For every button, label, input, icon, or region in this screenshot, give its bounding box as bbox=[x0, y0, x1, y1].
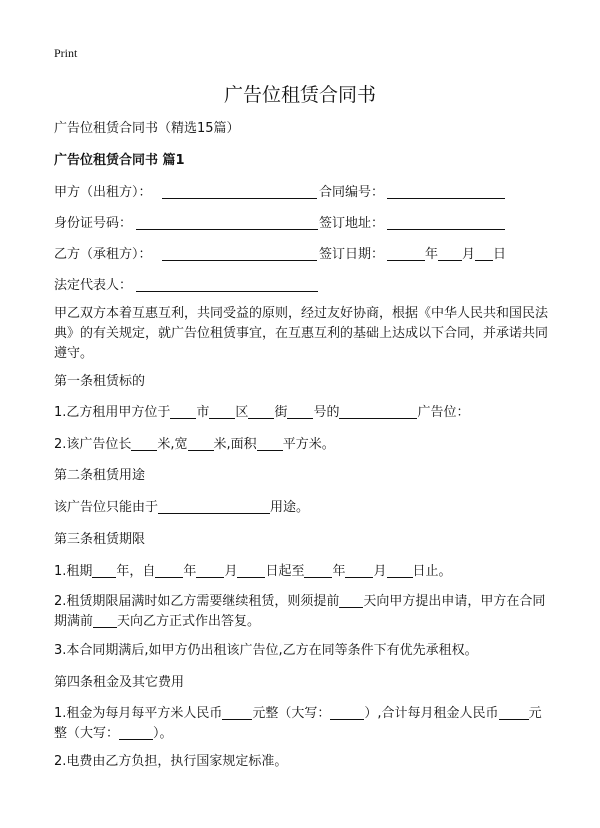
location-blank bbox=[339, 404, 417, 419]
term-years-blank bbox=[92, 563, 116, 578]
article-1-clause-1 bbox=[54, 402, 550, 423]
length-blank bbox=[131, 436, 157, 451]
contract-no-label: 合同编号： bbox=[319, 185, 385, 200]
clause-text: 街 bbox=[274, 405, 288, 420]
contract-no-blank bbox=[387, 184, 505, 199]
field-row-id bbox=[54, 212, 550, 233]
lessee-blank bbox=[162, 246, 317, 261]
clause-text: 年 bbox=[332, 564, 346, 579]
sign-place-label: 签订地址： bbox=[319, 216, 385, 231]
end-month-blank bbox=[345, 563, 373, 578]
print-link[interactable]: Print bbox=[54, 46, 78, 60]
clause-text: 月 bbox=[373, 564, 387, 579]
district-blank bbox=[209, 404, 235, 419]
article-4-heading: 第四条租金及其它费用 bbox=[54, 675, 185, 690]
field-row-legal-rep bbox=[54, 274, 550, 295]
clause-text: 2.租赁期限届满时如乙方需要继续租赁，则须提前 bbox=[54, 594, 340, 609]
article-3-heading: 第三条租赁期限 bbox=[54, 532, 146, 547]
lessor-label: 甲方（出租方）： bbox=[54, 185, 152, 200]
field-row-lessor bbox=[54, 181, 550, 202]
start-day-blank bbox=[237, 563, 265, 578]
sign-month-blank bbox=[438, 246, 462, 261]
clause-text: 月 bbox=[224, 564, 238, 579]
clause-text: 年 bbox=[183, 564, 197, 579]
article-3-clause-1 bbox=[54, 561, 550, 582]
lessor-blank bbox=[162, 184, 317, 199]
field-row-lessee bbox=[54, 243, 550, 264]
sign-day-label: 日 bbox=[493, 247, 507, 262]
article-2-heading: 第二条租赁用途 bbox=[54, 468, 146, 483]
clause-text: 天向甲方提出申请，甲方在合同期满前 bbox=[54, 594, 546, 629]
clause-text: 元整（大写： bbox=[54, 706, 542, 741]
section-heading: 广告位租赁合同书 篇1 bbox=[54, 153, 185, 168]
clause-text: 平方米。 bbox=[282, 437, 335, 452]
end-year-blank bbox=[304, 563, 332, 578]
renew-notice-blank bbox=[339, 593, 363, 608]
document-title: 广告位租赁合同书 bbox=[223, 84, 376, 106]
legal-rep-blank bbox=[136, 277, 318, 292]
reply-days-blank bbox=[93, 613, 117, 628]
clause-text: 1.租金为每月每平方米人民币 bbox=[54, 706, 223, 721]
article-1-heading: 第一条租赁标的 bbox=[54, 374, 146, 389]
clause-text: 年，自 bbox=[116, 564, 156, 579]
clause-text: 1.租期 bbox=[54, 564, 93, 579]
area-blank bbox=[257, 436, 283, 451]
id-no-label: 身份证号码： bbox=[54, 216, 133, 231]
clause-text: 日止。 bbox=[412, 564, 452, 579]
clause-text: 米,面积 bbox=[213, 437, 257, 452]
clause-text: 区 bbox=[235, 405, 249, 420]
document-subtitle: 广告位租赁合同书（精选15篇） bbox=[54, 121, 240, 136]
clause-text: 市 bbox=[196, 405, 210, 420]
clause-text: 用途。 bbox=[270, 500, 310, 515]
start-year-blank bbox=[155, 563, 183, 578]
lessee-label: 乙方（承租方）： bbox=[54, 247, 152, 262]
article-1-clause-2 bbox=[54, 434, 550, 455]
number-blank bbox=[287, 404, 313, 419]
sign-day-blank bbox=[475, 246, 493, 261]
sign-month-label: 月 bbox=[462, 247, 476, 262]
rent-per-sqm-words-blank bbox=[330, 705, 364, 720]
clause-text: 元整（大写： bbox=[252, 706, 331, 721]
article-4-clause-1 bbox=[54, 704, 550, 744]
sign-year-blank bbox=[387, 246, 425, 261]
clause-text: 天向乙方正式作出答复。 bbox=[117, 614, 261, 629]
clause-text: 米,宽 bbox=[157, 437, 188, 452]
clause-text: 2.该广告位长 bbox=[54, 437, 132, 452]
start-month-blank bbox=[196, 563, 224, 578]
sign-place-blank bbox=[387, 215, 505, 230]
article-3-clause-2 bbox=[54, 592, 550, 632]
purpose-blank bbox=[158, 499, 270, 514]
city-blank bbox=[170, 404, 196, 419]
legal-rep-label: 法定代表人： bbox=[54, 278, 133, 293]
clause-text: 广告位： bbox=[417, 405, 470, 420]
article-4-clause-2: 2.电费由乙方负担，执行国家规定标准。 bbox=[54, 754, 288, 769]
sign-year-label: 年 bbox=[425, 247, 439, 262]
intro-paragraph: 甲乙双方本着互惠互利，共同受益的原则，经过友好协商，根据《中华人民共和国民法典》的有关规定，就广告位租赁事宜，在互惠互利的基础上达成以下合同，并承诺共同遵守。 bbox=[54, 306, 549, 361]
rent-per-sqm-blank bbox=[222, 705, 252, 720]
clause-text: ）。 bbox=[153, 726, 173, 741]
monthly-rent-blank bbox=[499, 705, 529, 720]
clause-text: 号的 bbox=[313, 405, 340, 420]
clause-text: 日起至 bbox=[265, 564, 305, 579]
article-2-clause-1 bbox=[54, 497, 550, 518]
monthly-rent-words-blank bbox=[119, 725, 153, 740]
clause-text: 该广告位只能由于 bbox=[54, 500, 159, 515]
article-3-clause-3: 3.本合同期满后,如甲方仍出租该广告位,乙方在同等条件下有优先承租权。 bbox=[54, 643, 478, 658]
id-no-blank bbox=[136, 215, 318, 230]
width-blank bbox=[188, 436, 214, 451]
sign-date-label: 签订日期： bbox=[319, 247, 385, 262]
street-blank bbox=[248, 404, 274, 419]
end-day-blank bbox=[387, 563, 413, 578]
clause-text: ）,合计每月租金人民币 bbox=[364, 706, 499, 721]
clause-text: 1.乙方租用甲方位于 bbox=[54, 405, 171, 420]
